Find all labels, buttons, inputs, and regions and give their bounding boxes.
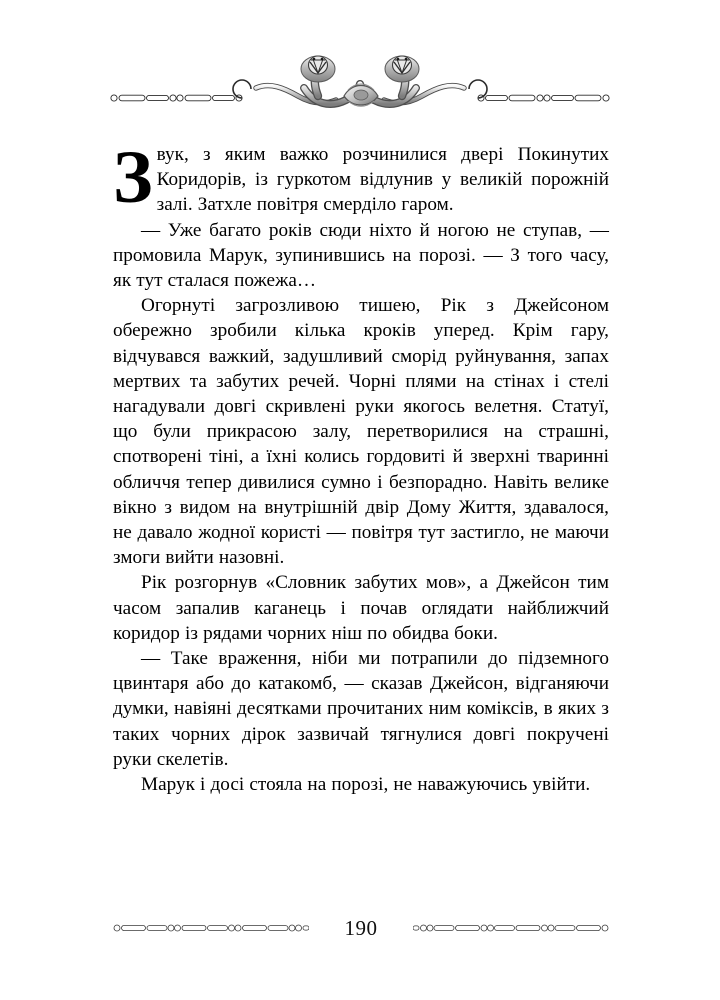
paragraph-2: — Уже багато років сюди ніхто й ногою не ступав, — промовила Марук, зупинившись на порозі. — З того часу, як тут сталася пожежа… — [113, 219, 609, 292]
drop-cap: З — [113, 136, 153, 219]
chain-ornament-left — [113, 919, 309, 937]
twin-cobra-chain-ornament — [108, 52, 612, 114]
paragraph-3: Огорнуті загрозливою тишею, Рік з Джейсоном обережно зробили кілька кроків уперед. Крім гару, відчувався важкий, задушливий сморід руйнування, запах мертвих та забутих речей. Чорні плями на стінах і стелі нагадували довгі скривлені руки якогось велетня. Статуї, що були прикрасою залу, перетворилися на страшні, спотворені тіні, а їхні колись гордовиті й зверхні тваринні обличчя тепер дивилися сумно і безпорадно. Навіть велике вікно з видом на внутрішній двір Дому Життя, здавалося, не давало жодної користі — повітря тут застигло, не маючи змоги вийти назовні. — [113, 295, 609, 569]
chain-ornament-right — [413, 919, 609, 937]
page-footer — [113, 908, 609, 948]
paragraph-6: Марук і досі стояла на порозі, не наважуючись увійти. — [141, 774, 591, 796]
page-number: 190 — [344, 915, 378, 940]
paragraph-1-text: вук, з яким важко розчинилися двері Покинутих Коридорів, із гуркотом відлунив у великій порожній залі. Затхле повітря смерділо гаром. — [156, 144, 609, 216]
body-text — [113, 136, 609, 797]
paragraph-1 — [113, 136, 609, 219]
paragraph-5: — Таке враження, ніби ми потрапили до підземного цвинтаря або до катакомб, — сказав Джейсон, відганяючи думки, навіяні десятками прочитаних ним коміксів, в яких з таких чорних дірок зазвичай тягнулися довгі покручені руки скелетів. — [113, 648, 609, 770]
paragraph-4: Рік розгорнув «Словник забутих мов», а Джейсон тим часом запалив каганець і почав оглядати найближчий коридор із рядами чорних ніш по обидва боки. — [113, 572, 609, 644]
